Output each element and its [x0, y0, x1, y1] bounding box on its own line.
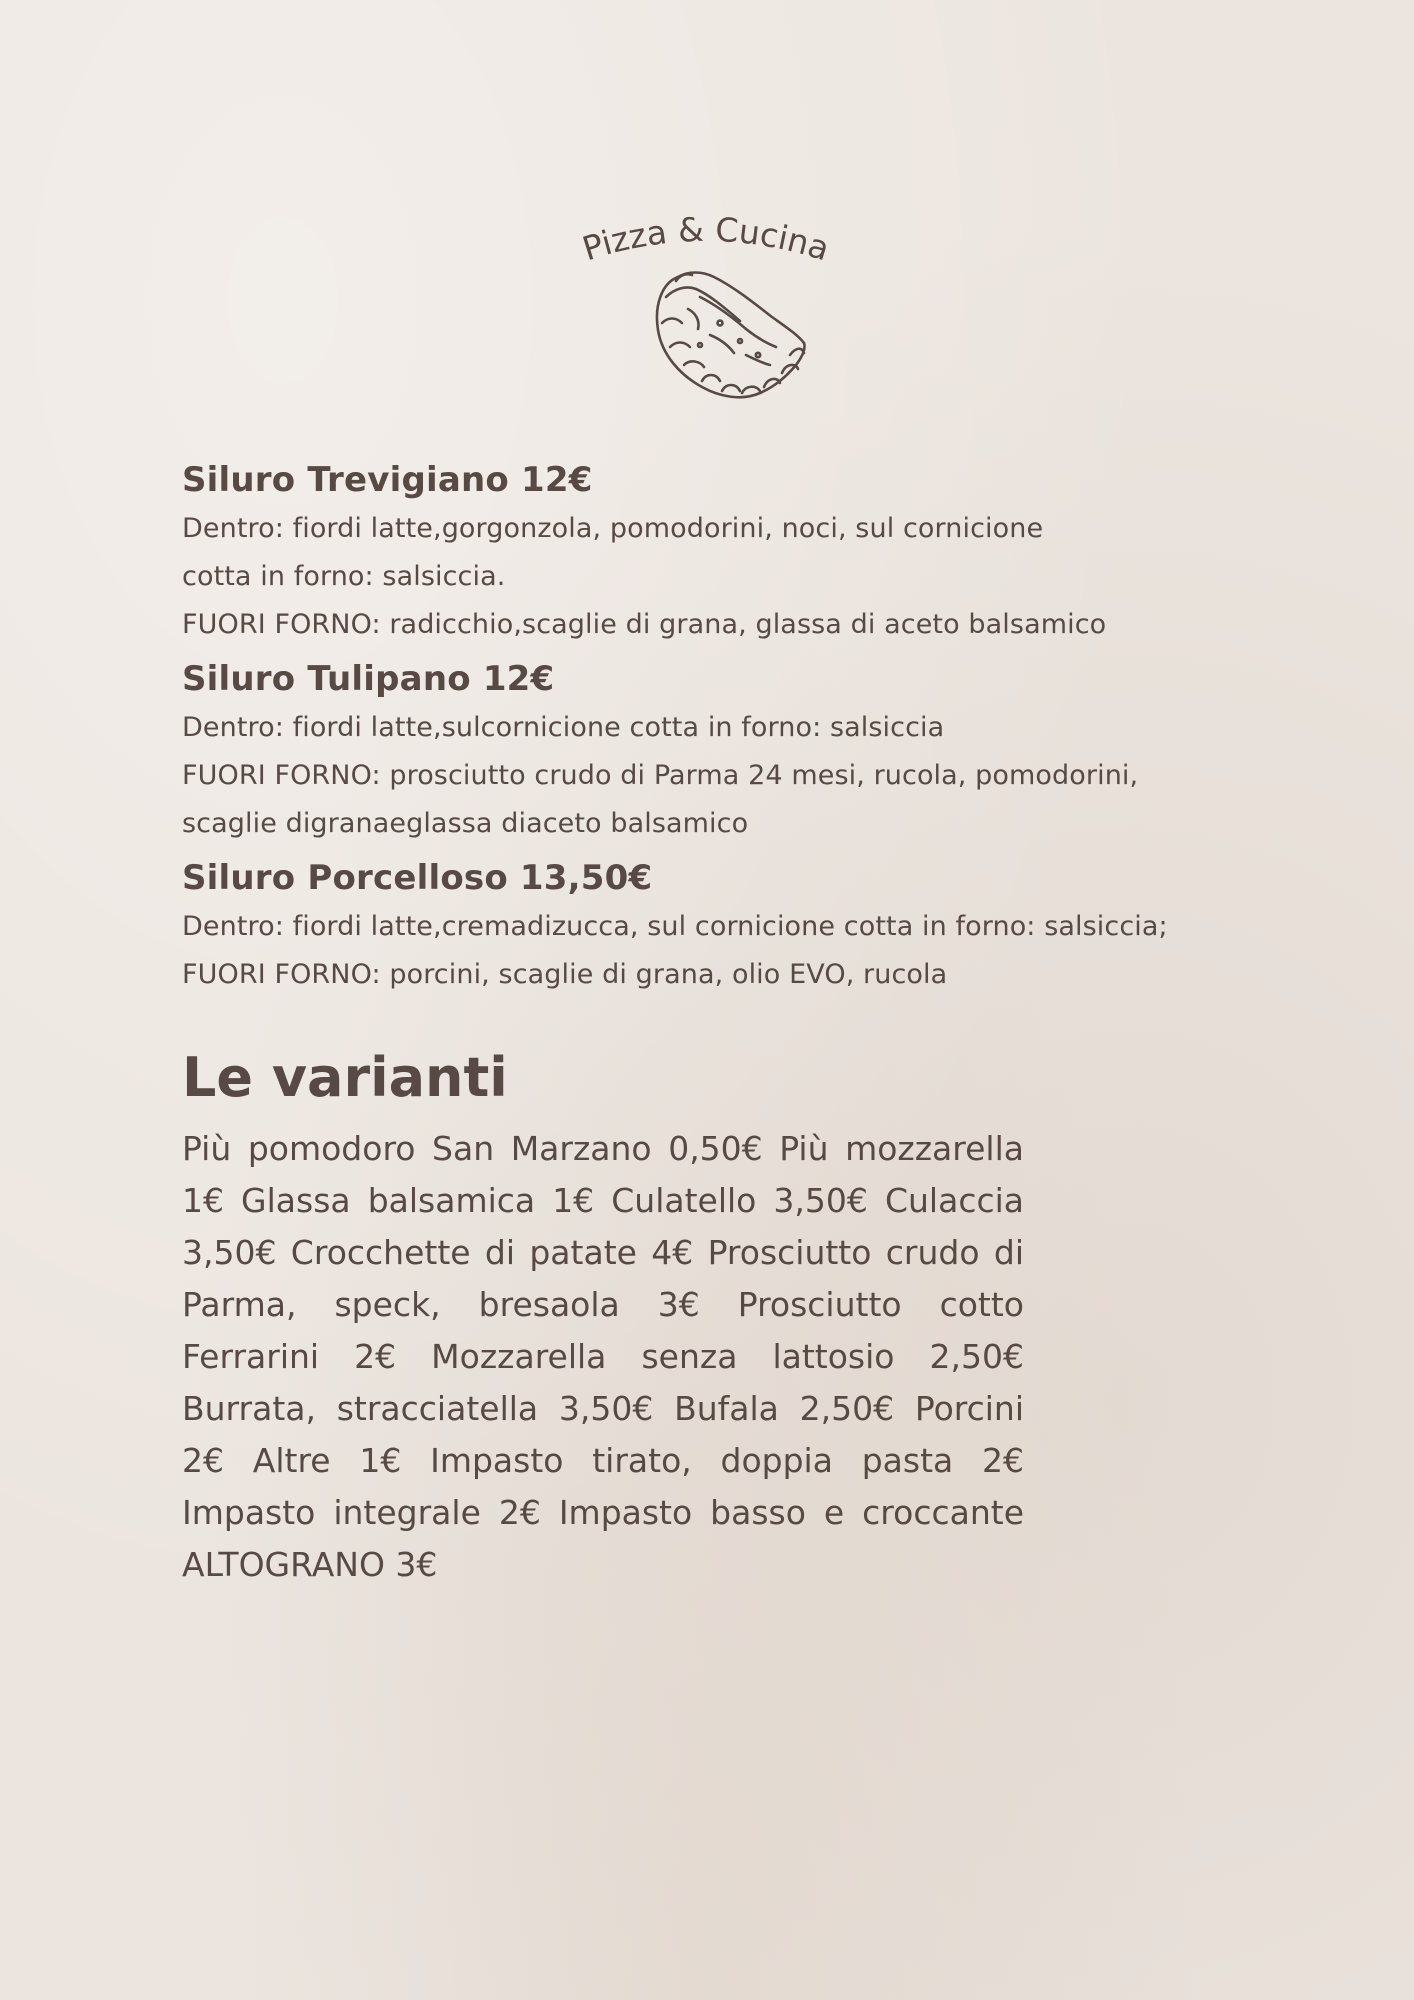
calzone-icon: [550, 205, 870, 420]
menu-item-description: Dentro: fiordi latte,sulcornicione cotta in forno: salsiccia: [182, 712, 945, 743]
menu-item-description: scaglie digranaeglassa diaceto balsamico: [182, 808, 749, 839]
menu-item-title: Siluro Tulipano 12€: [182, 659, 555, 699]
menu-content: [182, 455, 1302, 1591]
menu-item-description: FUORI FORNO: radicchio,scaglie di grana, glassa di aceto balsamico: [182, 609, 1107, 640]
menu-item-description: FUORI FORNO: porcini, scaglie di grana, olio EVO, rucola: [182, 959, 948, 990]
brand-name: Pizza & Cucina: [577, 209, 835, 269]
menu-item: [182, 853, 1302, 999]
menu-item-description: Dentro: fiordi latte,cremadizucca, sul cornicione cotta in forno: salsiccia;: [182, 911, 1168, 942]
menu-item: [182, 455, 1302, 649]
menu-item-description: FUORI FORNO: prosciutto crudo di Parma 24 mesi, rucola, pomodorini,: [182, 760, 1139, 791]
menu-item: [182, 654, 1302, 848]
brand-logo: [550, 205, 870, 420]
menu-item-title: Siluro Porcelloso 13,50€: [182, 858, 653, 898]
menu-item-description: Dentro: fiordi latte,gorgonzola, pomodorini, noci, sul cornicione: [182, 513, 1044, 544]
menu-item-description: cotta in forno: salsiccia.: [182, 561, 506, 592]
variants-list: Più pomodoro San Marzano 0,50€ Più mozzarella 1€ Glassa balsamica 1€ Culatello 3,50€ Culaccia 3,50€ Crocchette di patate 4€ Prosciutto crudo di Parma, speck, bresaola 3€ Prosciutto cotto Ferrarini 2€ Mozzarella senza lattosio 2,50€ Burrata, stracciatella 3,50€ Bufala 2,50€ Porcini 2€ Altre 1€ Impasto tirato, doppia pasta 2€ Impasto integrale 2€ Impasto basso e croccante ALTOGRANO 3€: [182, 1129, 1024, 1584]
section-title-variants: Le varianti: [182, 1046, 508, 1109]
menu-item-title: Siluro Trevigiano 12€: [182, 460, 593, 500]
